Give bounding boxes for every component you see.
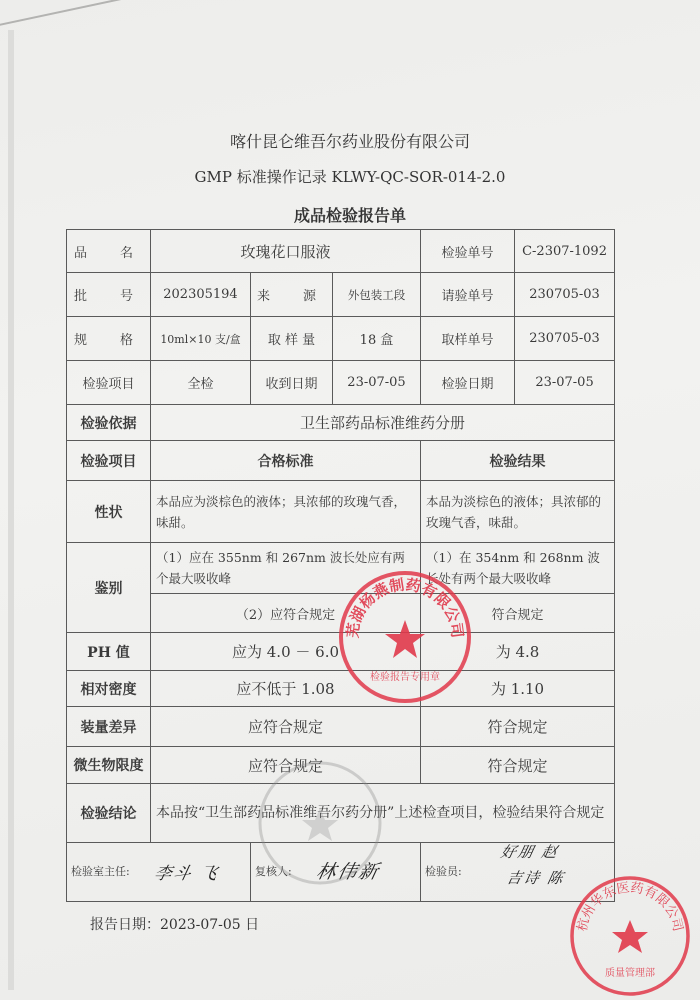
item-label: 检验项目: [67, 361, 151, 405]
fill-result: 符合规定: [421, 707, 615, 747]
director-sign-cell: [67, 843, 251, 902]
received-date: 23-07-05: [333, 361, 421, 405]
batch-label: 批 号: [67, 273, 151, 317]
inspector-signature-2: 吉诗 陈: [505, 869, 567, 887]
ph-standard: 应为 4.0 － 6.0: [151, 633, 421, 671]
density-result: 为 1.10: [421, 671, 615, 707]
request-no: 230705-03: [515, 273, 615, 317]
fill-standard: 应符合规定: [151, 707, 421, 747]
spec-label: 规 格: [67, 317, 151, 361]
report-date: 报告日期：2023-07-05 日: [90, 917, 260, 933]
qa-seal-subtext: 质量管理部: [605, 968, 655, 979]
batch-number: 202305194: [151, 273, 251, 317]
source-value: 外包装工段: [333, 273, 421, 317]
inspection-no-label: 检验单号: [421, 230, 515, 273]
inspection-form-table: [66, 229, 615, 902]
product-label: 品 名: [67, 230, 151, 273]
inspector-sign-cell: [421, 843, 615, 902]
basis-label: 检验依据: [67, 405, 151, 441]
qa-seal-text: 杭州华东医药有限公司: [575, 880, 685, 933]
sample-no: 230705-03: [515, 317, 615, 361]
company-name: 喀什昆仑维吾尔药业股份有限公司: [229, 132, 470, 151]
reviewer-signature: 林伟新: [314, 861, 383, 883]
fold-line: [0, 0, 235, 30]
item-value: 全检: [151, 361, 251, 405]
appearance-standard: 本品应为淡棕色的液体；具浓郁的玫瑰气香，味甜。: [151, 481, 421, 543]
inspection-no: C-2307-1092: [515, 230, 615, 273]
company-seal-text: 芜湖杨燕制药有限公司: [343, 575, 467, 639]
product-name: 玫瑰花口服液: [151, 230, 421, 273]
identification-standard-1: （1）应在 355nm 和 267nm 波长处应有两个最大吸收峰: [151, 543, 421, 594]
micro-label: 微生物限度: [67, 747, 151, 784]
col-item-header: 检验项目: [67, 441, 151, 481]
identification-result-1: （1）在 354nm 和 268nm 波长处有两个最大吸收峰: [421, 543, 615, 594]
test-date-label: 检验日期: [421, 361, 515, 405]
micro-result: 符合规定: [421, 747, 615, 784]
gmp-record-number: GMP 标准操作记录 KLWY-QC-SOR-014-2.0: [194, 168, 506, 186]
report-title: 成品检验报告单: [293, 206, 406, 225]
density-standard: 应不低于 1.08: [151, 671, 421, 707]
identification-standard-2: （2）应符合规定: [151, 594, 421, 633]
sample-no-label: 取样单号: [421, 317, 515, 361]
ph-result: 为 4.8: [421, 633, 615, 671]
identification-result-2: 符合规定: [421, 594, 615, 633]
company-seal-subtext: 检验报告专用章: [370, 672, 440, 683]
appearance-result: 本品为淡棕色的液体；具浓郁的玫瑰气香，味甜。: [421, 481, 615, 543]
received-label: 收到日期: [251, 361, 333, 405]
inspector-signature-1: 好朋 赵: [499, 843, 561, 861]
sample-qty: 18 盒: [333, 317, 421, 361]
source-label: 来 源: [251, 273, 333, 317]
identification-label: 鉴别: [67, 543, 151, 633]
conclusion-text: 本品按“卫生部药品标准维吾尔药分册”上述检查项目，检验结果符合规定: [151, 784, 615, 843]
basis-value: 卫生部药品标准维药分册: [151, 405, 615, 441]
appearance-label: 性状: [67, 481, 151, 543]
conclusion-label: 检验结论: [67, 784, 151, 843]
inspector-label: 检验员:: [425, 865, 462, 878]
spec-value: 10ml×10 支/盒: [151, 317, 251, 361]
qa-seal-star-icon: [612, 920, 648, 953]
col-standard-header: 合格标准: [151, 441, 421, 481]
director-signature: 李斗 飞: [152, 864, 222, 884]
sample-qty-label: 取 样 量: [251, 317, 333, 361]
reviewer-sign-cell: [251, 843, 421, 902]
ph-label: PH 值: [67, 633, 151, 671]
col-result-header: 检验结果: [421, 441, 615, 481]
request-no-label: 请验单号: [421, 273, 515, 317]
director-label: 检验室主任:: [71, 865, 130, 878]
micro-standard: 应符合规定: [151, 747, 421, 784]
fill-label: 装量差异: [67, 707, 151, 747]
density-label: 相对密度: [67, 671, 151, 707]
reviewer-label: 复核人:: [255, 865, 292, 878]
test-date: 23-07-05: [515, 361, 615, 405]
